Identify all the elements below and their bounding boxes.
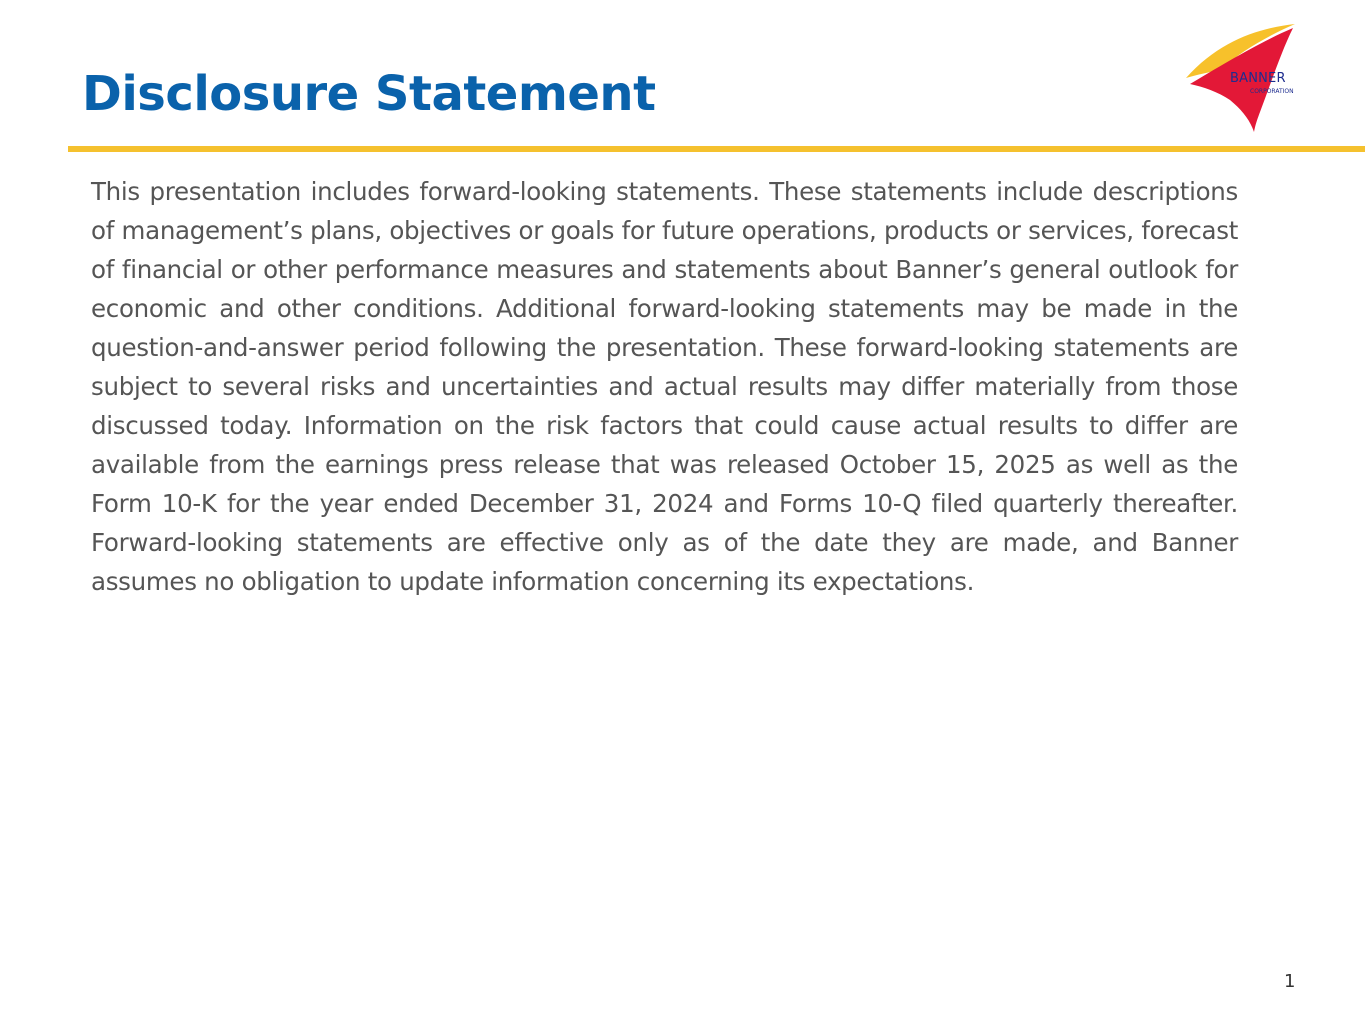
page-number: 1 (1284, 971, 1296, 992)
page-title: Disclosure Statement (82, 66, 656, 122)
banner-logo (1180, 20, 1315, 138)
title-divider (68, 146, 1365, 152)
logo-name: BANNER (1230, 71, 1286, 86)
disclosure-body: This presentation includes forward-looking statements. These statements include descriptions of management’s plans, objectives or goals for future operations, products or services, forecast of financial or other performance measures and statements about Banner’s general outlook for economic and other conditions. Additional forward-looking statements may be made in the question-and-answer period following the presentation. These forward-looking statements are subject to several risks and uncertainties and actual results may differ materially from those discussed today. Information on the risk factors that could cause actual results to differ are available from the earnings press release that was released October 15, 2025 as well as the Form 10-K for the year ended December 31, 2024 and Forms 10-Q filed quarterly thereafter. Forward-looking statements are effective only as of the date they are made, and Banner assumes no obligation to update information concerning its expectations. (91, 177, 1238, 596)
logo-subtitle: CORPORATION (1250, 88, 1294, 95)
